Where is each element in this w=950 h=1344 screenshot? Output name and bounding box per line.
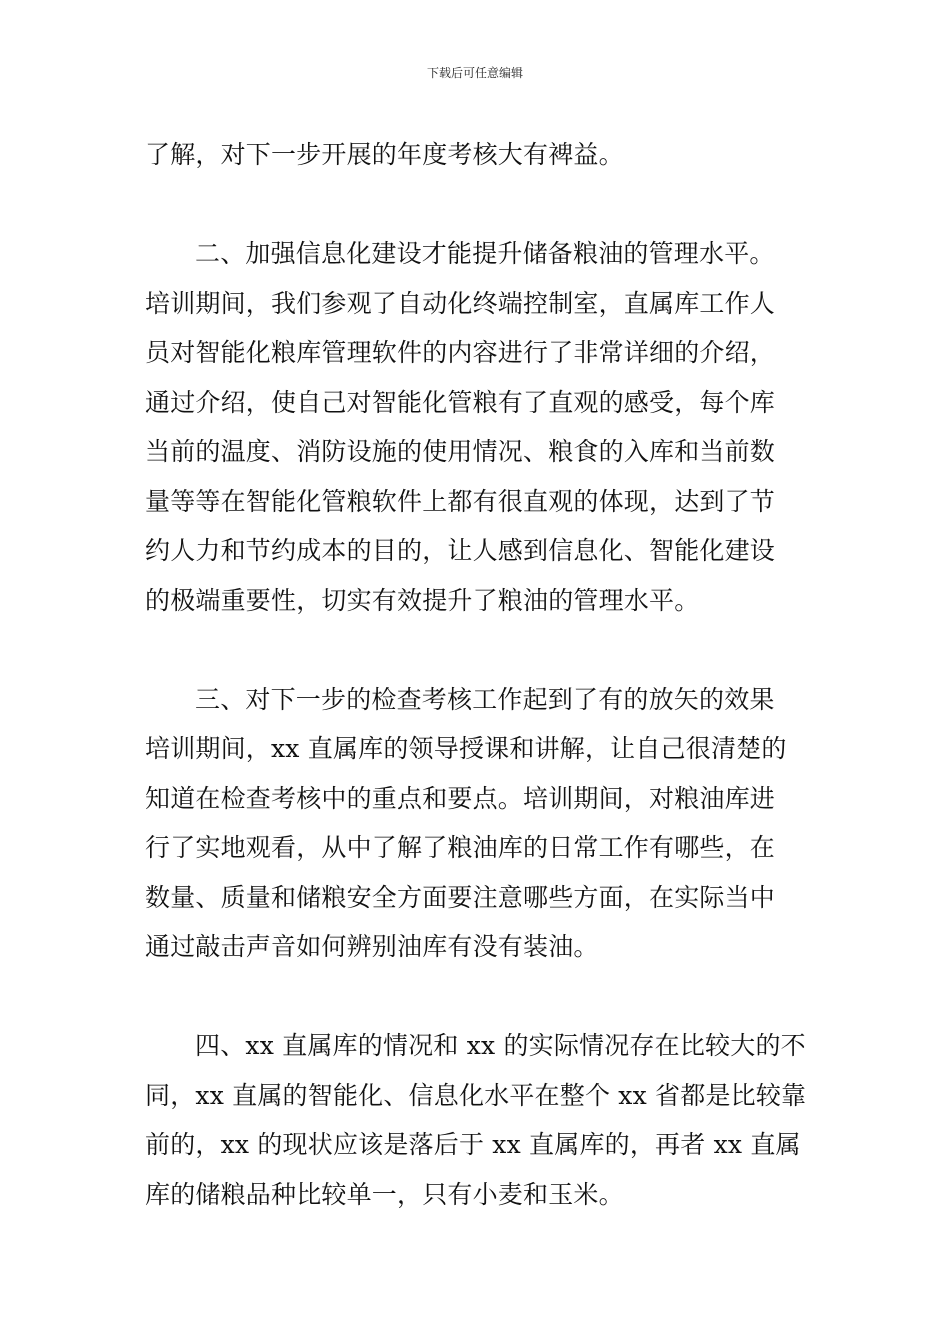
paragraph-gap	[145, 180, 811, 230]
text-line: 前的，xx 的现状应该是落后于 xx 直属库的，再者 xx 直属	[145, 1130, 801, 1159]
text-line: 知道在检查考核中的重点和要点。培训期间，对粮油库进	[145, 783, 776, 813]
text-line: 通过敲击声音如何辨别油库有没有装油。	[145, 932, 599, 961]
paragraph-gap	[145, 625, 811, 675]
page-header: 下载后可任意编辑	[426, 66, 523, 80]
text-line: 当前的温度、消防设施的使用情况、粮食的入库和当前数	[145, 437, 776, 466]
paragraph-continuation	[145, 130, 811, 180]
paragraph-gap	[145, 972, 811, 1022]
text-line: 数量、质量和储粮安全方面要注意哪些方面，在实际当中	[145, 882, 776, 912]
paragraph-section-four	[145, 1021, 811, 1219]
text-line: 库的储粮品种比较单一，只有小麦和玉米。	[145, 1179, 624, 1209]
section-heading-line: 四、xx 直属库的情况和 xx 的实际情况存在比较大的不	[195, 1031, 806, 1060]
text-line: 了解，对下一步开展的年度考核大有裨益。	[145, 140, 624, 169]
text-line: 同，xx 直属的智能化、信息化水平在整个 xx 省都是比较靠	[145, 1080, 807, 1110]
text-line: 行了实地观看，从中了解了粮油库的日常工作有哪些，在	[145, 833, 776, 862]
section-heading-line: 三、对下一步的检查考核工作起到了有的放矢的效果	[195, 684, 775, 714]
paragraph-section-two	[145, 229, 811, 625]
document-body	[145, 130, 811, 1219]
section-heading-line: 二、加强信息化建设才能提升储备粮油的管理水平。	[195, 239, 775, 268]
text-line: 通过介绍，使自己对智能化管粮有了直观的感受，每个库	[145, 387, 776, 417]
text-line: 员对智能化粮库管理软件的内容进行了非常详细的介绍，	[145, 338, 776, 367]
text-line: 约人力和节约成本的目的，让人感到信息化、智能化建设	[145, 536, 776, 565]
paragraph-section-three	[145, 675, 811, 972]
text-line: 量等等在智能化管粮软件上都有很直观的体现，达到了节	[145, 486, 776, 516]
text-line: 的极端重要性，切实有效提升了粮油的管理水平。	[145, 585, 700, 615]
text-line: 培训期间，xx 直属库的领导授课和讲解，让自己很清楚的	[145, 734, 787, 763]
text-line: 培训期间，我们参观了自动化终端控制室，直属库工作人	[145, 288, 776, 318]
